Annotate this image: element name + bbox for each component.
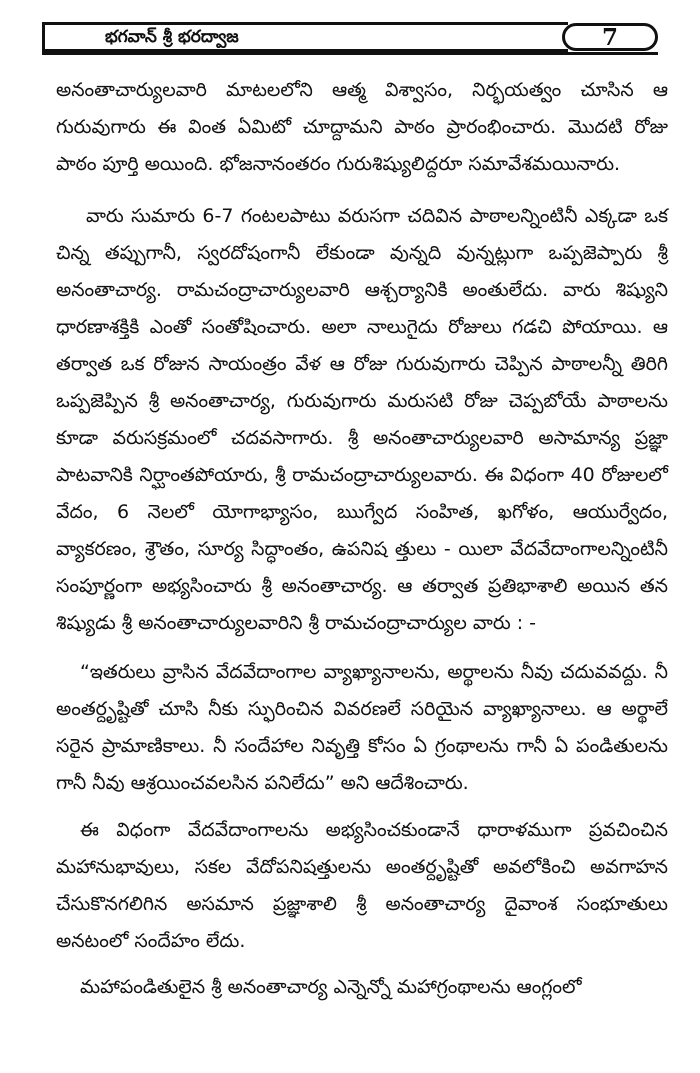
page-header — [42, 22, 658, 56]
paragraph-2: వారు సుమారు 6-7 గంటలపాటు వరుసగా చదివిన పాఠాలన్నింటినీ ఎక్కడా ఒక చిన్న తప్పుగానీ, స్వరదోషంగానీ లేకుండా వున్నది వున్నట్లుగా ఒప్పజెప్పారు శ్రీ అనంతాచార్య. రామచంద్రాచార్యులవారి ఆశ్చర్యానికి అంతులేదు. వారు శిష్యుని ధారణాశక్తికి ఎంతో సంతోషించారు. అలా నాలుగైదు రోజులు గడచి పోయాయి. ఆ తర్వాత ఒక రోజున సాయంత్రం వేళ ఆ రోజు గురువుగారు చెప్పిన పాఠాలన్నీ తిరిగి ఒప్పజెప్పిన శ్రీ అనంతాచార్య, గురువుగారు మరుసటి రోజు చెప్పబోయే పాఠాలను కూడా వరుసక్రమంలో చదవసాగారు. శ్రీ అనంతాచార్యులవారి అసామాన్య ప్రజ్ఞా పాటవానికి నిర్ఘాంతపోయారు, శ్రీ రామచంద్రాచార్యులవారు. ఈ విధంగా 40 రోజులలో వేదం, 6 నెలలో యోగాభ్యాసం, ఋగ్వేద సంహిత, ఖగోళం, ఆయుర్వేదం, వ్యాకరణం, శ్రౌతం, సూర్య సిద్ధాంతం, ఉపనిష త్తులు - యిలా వేదవేదాంగాలన్నింటినీ సంపూర్ణంగా అభ్యసించారు శ్రీ అనంతాచార్య. ఆ తర్వాత ప్రతిభాశాలి అయిన తన శిష్యుడు శ్రీ అనంతాచార్యులవారిని శ్రీ రామచంద్రాచార్యుల వారు : - — [56, 205, 668, 634]
page-body — [56, 72, 668, 1006]
page-number: 7 — [562, 23, 658, 51]
header-rule — [42, 52, 658, 55]
paragraph-5: మహాపండితులైన శ్రీ అనంతాచార్య ఎన్నెన్నో మహాగ్రంథాలను ఆంగ్లంలో — [80, 976, 582, 998]
quoted-paragraph: “ఇతరులు వ్రాసిన వేదవేదాంగాల వ్యాఖ్యానాలను, అర్థాలను నీవు చదువవద్దు. నీ అంతర్దృష్టితో చూసి నీకు స్ఫురించిన వివరణలే సరియైన వ్యాఖ్యానాలు. ఆ అర్థాలే సరైన ప్రామాణికాలు. నీ సందేహాల నివృత్తి కోసం ఏ గ్రంథాలను గానీ ఏ పండితులను గానీ నీవు ఆశ్రయించవలసిన పనిలేదు” అని ఆదేశించారు. — [56, 661, 668, 794]
paragraph-1: అనంతాచార్యులవారి మాటలలోని ఆత్మ విశ్వాసం, నిర్భయత్వం చూసిన ఆ గురువుగారు ఈ వింత ఏమిటో చూద్దామని పాఠం ప్రారంభించారు. మొదటి రోజు పాఠం పూర్తి అయింది. భోజనానంతరం గురుశిష్యులిద్దరూ సమావేశమయినారు. — [56, 79, 668, 175]
paragraph-4: ఈ విధంగా వేదవేదాంగాలను అభ్యసించకుండానే ధారాళముగా ప్రవచించిన మహానుభావులు, సకల వేదోపనిషత్తులను అంతర్దృష్టితో అవలోకించి అవగాహన చేసుకొనగలిగిన అసమాన ప్రజ్ఞాశాలి శ్రీ అనంతాచార్య దైవాంశ సంభూతులు అనటంలో సందేహం లేదు. — [56, 819, 668, 952]
header-title-box — [42, 22, 568, 52]
book-title: భగవాన్ శ్రీ భరద్వాజ — [105, 26, 239, 47]
